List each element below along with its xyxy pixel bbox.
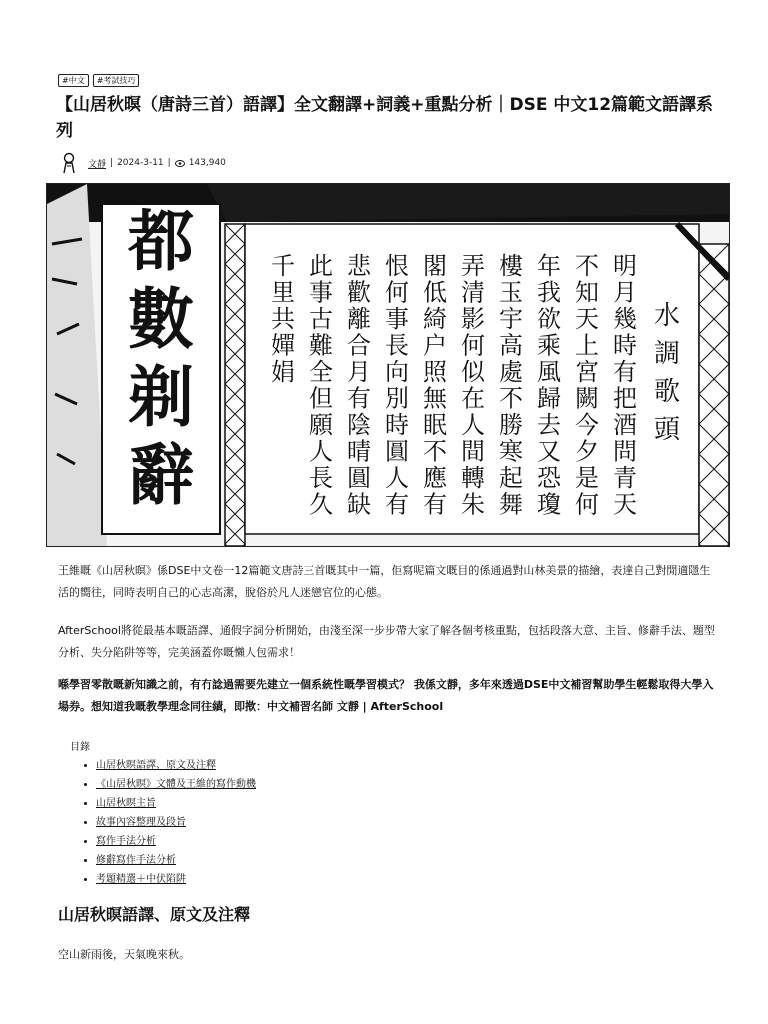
toc-item [96,851,256,870]
poem-char: 離 [347,305,371,333]
poem-char: 閣 [423,252,447,280]
poem-char: 嬋 [271,331,295,360]
toc-link-theme[interactable]: 山居秋暝主旨 [96,798,156,809]
toc-link-writing[interactable]: 寫作手法分析 [96,836,156,847]
article-meta [60,152,226,174]
poem-char: 共 [271,305,295,333]
poem-char: 不 [575,252,599,280]
poem-char: 乘 [537,331,561,360]
poem-char: 清 [461,278,485,307]
poem-first-line: 空山新雨後，天氣晚來秋。 [58,948,190,961]
poem-title-char: 水 [653,301,681,331]
poem-char: 人 [461,411,485,439]
poem-char: 恨 [385,252,409,280]
afterschool-paragraph: AfterSchool將從最基本嘅語譯、通假字詞分析開始，由淺至深一步步帶大家了解各個考核重點，包括段落大意、主旨、修辭手法、題型分析、失分陷阱等等，完美涵蓋你嘅懶人包需求！ [58,624,715,659]
poem-char: 似 [461,358,485,386]
poem-char: 朱 [461,490,485,519]
poem-char: 歸 [537,384,561,413]
poem-char: 晴 [347,437,371,466]
poem-char: 月 [613,278,637,307]
poem-char: 時 [613,331,637,360]
poem-char: 悲 [347,252,371,280]
toc-item [96,813,256,832]
meta-separator: | [167,158,171,168]
tag-list [58,74,139,87]
poem-char: 此 [309,252,333,280]
poem-char: 事 [309,278,333,307]
poem-char: 天 [613,490,637,519]
poem-char: 知 [575,278,599,307]
toc-item [96,794,256,813]
poem-title-char: 歌 [653,377,681,407]
poem-char: 別 [385,384,409,413]
poem-char: 寒 [499,437,523,466]
poem-char: 何 [385,278,409,307]
poem-char: 何 [461,331,485,360]
poem-char: 恐 [537,464,561,492]
poem-char: 有 [385,490,409,519]
big-calligraphy-char: 剃 [128,358,194,436]
poem-char: 合 [347,331,371,360]
poem-char: 無 [423,384,447,413]
poem-char: 向 [385,358,409,386]
article-title: 【山居秋暝（唐詩三首）語譯】全文翻譯+詞義+重點分析｜DSE 中文12篇範文語譯系列 [56,95,714,141]
eye-icon [175,160,185,167]
poem-char: 里 [271,278,295,307]
tag-chinese[interactable]: #中文 [58,74,89,87]
poem-char: 時 [385,411,409,439]
poem-title-char: 調 [653,339,681,369]
poem-char: 有 [347,384,371,413]
poem-char: 勝 [499,411,523,439]
big-calligraphy-char: 都 [128,202,194,280]
toc-item [96,775,256,794]
poem-char: 人 [385,464,409,492]
poem-char: 酒 [613,411,637,439]
section-heading: 山居秋暝語譯、原文及注釋 [58,905,251,924]
promo-paragraph: 喺學習零散嘅新知識之前，有冇諗過需要先建立一個系統性嘅學習模式？ 我係文靜，多年來透過DSE中文補習幫助學生輕鬆取得大學入場券。想知道我嘅教學理念同往績，即揿：中文補習名師 文靜 | AfterSchool [58,678,714,713]
poem-char: 瓊 [537,490,561,519]
poem-char: 月 [347,358,371,386]
poem-char: 缺 [347,490,371,519]
poem-char: 不 [499,384,523,413]
poem-char: 我 [537,278,561,307]
poem-char: 户 [423,331,447,360]
toc-item [96,756,256,775]
publish-date: 2024-3-11 [117,158,164,168]
poem-char: 問 [613,437,637,466]
poem-char: 玉 [499,278,523,307]
poem-char: 去 [537,411,561,439]
poem-char: 又 [537,437,561,466]
poem-char: 應 [423,464,447,492]
poem-char: 天 [575,305,599,333]
toc-link-content[interactable]: 故事內容整理及段旨 [96,817,186,828]
poem-char: 長 [385,331,409,360]
poem-char: 綺 [423,305,447,333]
toc-link-translation[interactable]: 山居秋暝語譯、原文及注釋 [96,760,216,771]
tag-exam-skills[interactable]: #考試技巧 [93,74,140,87]
toc-item [96,870,256,889]
poem-char: 弄 [461,252,485,280]
poem-char: 起 [499,464,523,492]
toc-link-genre[interactable]: 《山居秋暝》文體及王維的寫作動機 [96,779,256,790]
toc-title: 目錄 [70,742,90,753]
hero-image [46,183,730,547]
big-calligraphy-char: 辭 [128,436,194,514]
poem-char: 上 [575,331,599,360]
poem-char: 處 [499,358,523,386]
poem-char: 眠 [423,411,447,439]
poem-char: 今 [575,411,599,439]
view-count: 143,940 [188,158,226,168]
poem-char: 影 [461,305,485,333]
poem-char: 幾 [613,305,637,333]
big-calligraphy-char: 數 [128,280,194,358]
poem-char: 久 [309,490,333,519]
poem-char: 高 [499,331,523,360]
poem-char: 年 [537,252,561,280]
poem-char: 娟 [271,358,295,386]
poem-char: 舞 [499,490,523,519]
poem-char: 是 [575,464,599,492]
meta-separator: | [110,158,114,168]
poem-char: 闕 [575,384,599,413]
poem-char: 不 [423,437,447,466]
poem-char: 有 [423,490,447,519]
poem-char: 風 [537,358,561,386]
poem-char: 何 [575,490,599,519]
author-link[interactable]: 文靜 [88,159,107,170]
table-of-contents [78,756,256,889]
toc-item [96,832,256,851]
calligraphy-illustration [47,184,729,546]
poem-char: 照 [423,358,447,386]
poem-char: 陰 [347,411,371,439]
poem-char: 圓 [347,464,371,492]
toc-link-rhetoric[interactable]: 修辭寫作手法分析 [96,855,176,866]
poem-char: 長 [309,464,333,492]
poem-char: 圓 [385,437,409,466]
poem-char: 樓 [499,252,523,280]
poem-char: 人 [309,437,333,466]
poem-char: 夕 [575,437,599,466]
poem-char: 全 [309,358,333,386]
poem-char: 把 [613,384,637,413]
poem-char: 願 [309,411,333,439]
poem-char: 轉 [461,464,485,492]
poem-char: 低 [423,278,447,307]
poem-char: 明 [613,252,637,280]
poem-char: 在 [461,384,485,413]
poem-char: 事 [385,305,409,333]
poem-char: 欲 [537,305,561,333]
intro-paragraph: 王維嘅《山居秋暝》係DSE中文卷一12篇範文唐詩三首嘅其中一篇，佢寫呢篇文嘅目的係通過對山林美景的描繪，表達自己對閒適隱生活的嚮往，同時表明自己的心志高潔，脫俗於凡人迷戀官位的心態。 [58,564,711,599]
author-avatar-icon[interactable] [60,152,78,174]
poem-char: 有 [613,358,637,386]
poem-char: 宇 [499,305,523,333]
poem-char: 青 [613,464,637,492]
poem-char: 間 [461,437,485,466]
poem-char: 千 [271,252,295,280]
poem-title-char: 頭 [653,415,681,445]
poem-char: 但 [309,384,333,413]
toc-link-exam[interactable]: 考題精選＋中伏陷阱 [96,874,186,885]
poem-char: 歡 [347,278,371,307]
poem-char: 古 [309,305,333,333]
poem-char: 宮 [575,358,599,386]
poem-char: 難 [309,331,333,360]
